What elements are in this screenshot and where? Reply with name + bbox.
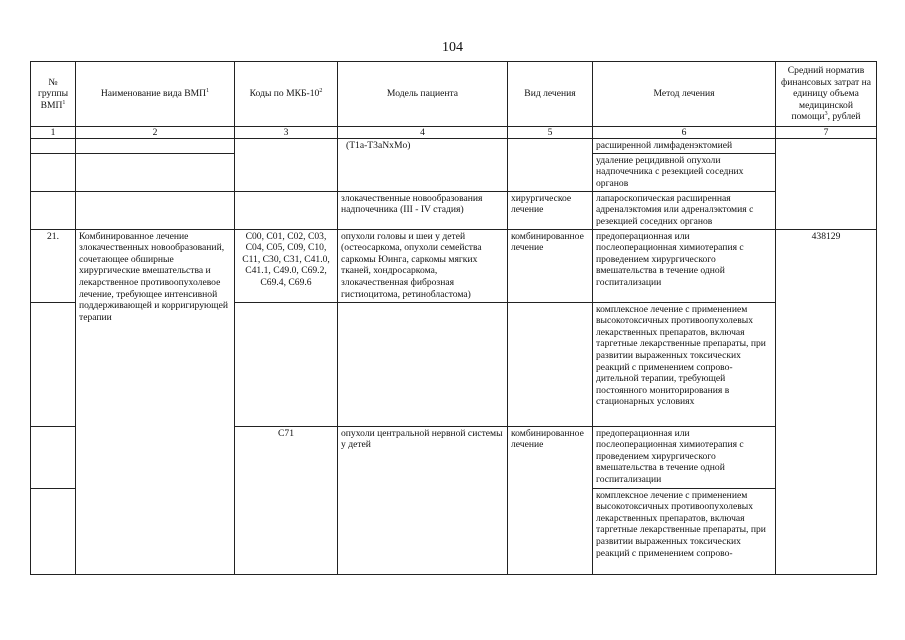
group-number-cell: 21. [31,229,76,302]
patient-model-cell: опухоли центральной нервной системы у детей [338,426,508,574]
icd-codes-cell: C71 [235,426,338,574]
column-number: 2 [76,127,235,139]
column-number: 6 [593,127,776,139]
column-number: 7 [776,127,877,139]
patient-model-cell: опухоли головы и шеи у детей (остеосаркома, опухоли семейства саркомы Юинга, саркомы мягких тканей, хондросаркома, злокачественная фиброзная гистиоцитома, ретинобластома) [338,229,508,302]
column-number: 3 [235,127,338,139]
treatment-method-cell: предоперационная или послеоперационная химиотерапия с проведением хирургического вмешательства в течение одной госпитализации [593,229,776,302]
column-number: 4 [338,127,508,139]
treatment-method-cell: комплексное лечение с применением высокотоксичных противоопухолевых лекарственных препаратов, включая таргетные лекарственные препараты, при развитии выраженных токсических реакций с применением сопрово-дительной терапии, требующей постоянного мониторирования в стационарных условиях [593,302,776,426]
patient-model-cell: (T1a-T3aNxMo) [338,139,508,154]
page-number: 104 [442,40,463,55]
treatment-type-cell: комбинированное лечение [508,229,593,302]
treatment-method-cell: удаление рецидивной опухоли надпочечника с резекцией соседних органов [593,153,776,191]
table-header-row [31,62,877,127]
header-vmp-name: Наименование вида ВМП$^1$ [76,62,235,127]
icd-codes-cell: C00, C01, C02, C03, C04, C05, C09, C10, C11, C30, C31, C41.0, C41.1, C49.0, C69.2, C69.4, C69.6 [235,229,338,302]
treatment-method-cell: комплексное лечение с применением высокотоксичных противоопухолевых лекарственных препаратов, включая таргетные лекарственные препараты, при развитии выраженных токсических реакций с применением сопрово- [593,488,776,574]
table-row [31,191,877,229]
vmp-name-cell: Комбинированное лечение злокачественных новообразований, сочетающее обширные хирургические вмешательства и лекарственное противоопухолевое лечение, требующее интенсивной поддерживающей и корригирующей терапии [76,229,235,574]
treatment-type-cell: комбинированное лечение [508,426,593,574]
header-patient-model: Модель пациента [338,62,508,127]
header-group-number: № группы ВМП$^1$ [31,62,76,127]
patient-model-cell: злокачественные новообразования надпочечника (III - IV стадия) [338,191,508,229]
header-treatment-method: Метод лечения [593,62,776,127]
cost-standard-cell: 438129 [776,229,877,574]
header-treatment-type: Вид лечения [508,62,593,127]
treatment-type-cell: хирургическое лечение [508,191,593,229]
treatment-method-cell: предоперационная или послеоперационная химиотерапия с проведением хирургического вмешательства в течение одной госпитализации [593,426,776,488]
column-number: 5 [508,127,593,139]
column-number: 1 [31,127,76,139]
header-cost-standard: Средний норматив финансовых затрат на единицу объема медицинской помощи$^3$, рублей [776,62,877,127]
column-number-row [31,127,877,139]
table-row [31,229,877,302]
table-row [31,139,877,154]
treatment-method-cell: расширенной лимфаденэктомией [593,139,776,154]
table-row [31,153,877,191]
header-icd-codes: Коды по МКБ-$10^2$ [235,62,338,127]
treatment-method-cell: лапароскопическая расширенная адреналэктомия или адреналэктомия с резекцией соседних органов [593,191,776,229]
vmp-table [30,61,877,575]
